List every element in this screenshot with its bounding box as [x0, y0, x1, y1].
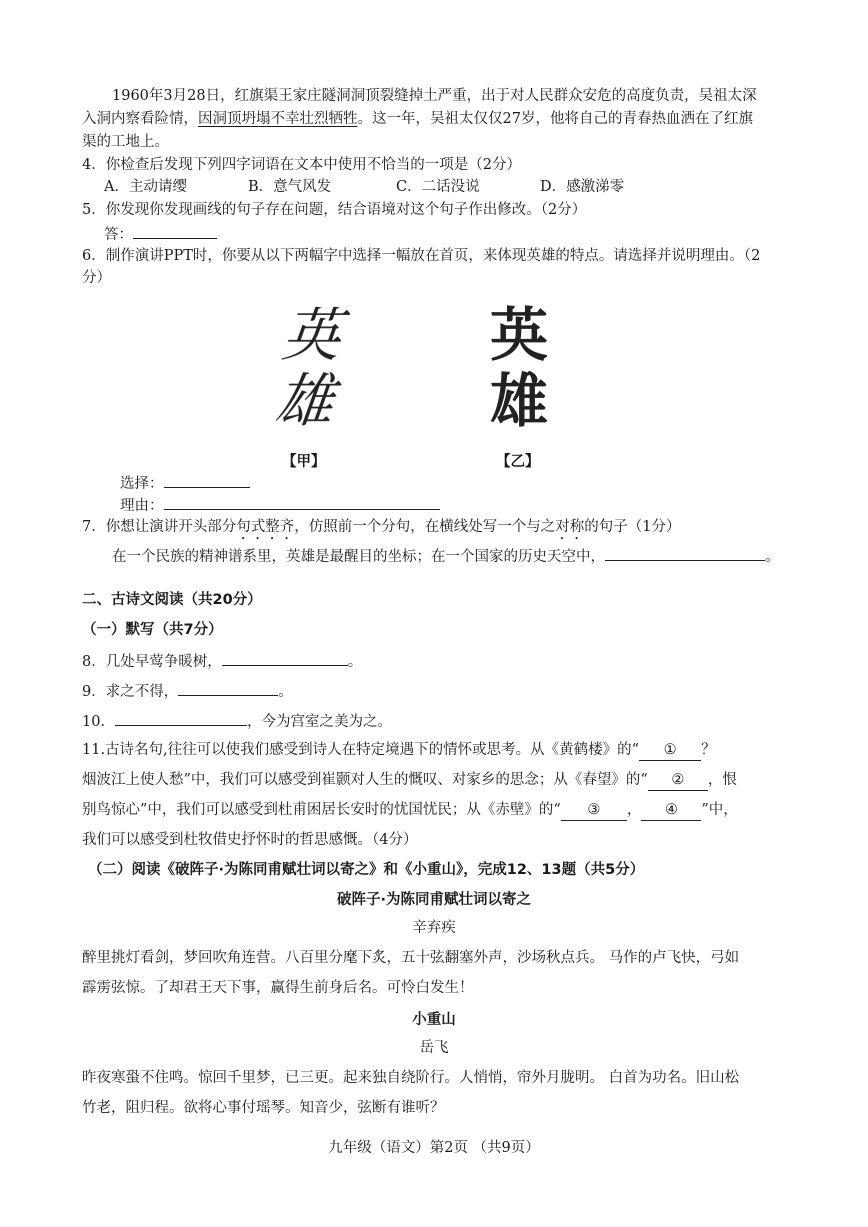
- q7-stem-post: 的句子（1分）: [584, 519, 681, 535]
- poem-2-line-1: 昨夜寒蛩不住鸣。惊回千里梦，已三更。起来独自绕阶行。人悄悄，帘外月胧明。 白首为功名。旧山松: [82, 1070, 740, 1086]
- intro-line-1: 1960年3月28日，红旗渠王家庄隧洞洞顶裂缝掉土严重，出于对人民群众安危的高度负责，吴祖太深: [112, 88, 757, 104]
- q7-stem: [82, 517, 792, 543]
- q6-reason-label: 理由：: [120, 498, 164, 514]
- q9-text: 9．求之不得，: [82, 684, 179, 700]
- poem-1-line-2: 霹雳弦惊。了却君王天下事，赢得生前身后名。可怜白发生！: [82, 980, 474, 996]
- q4-option-a: A．主动请缨: [104, 179, 187, 195]
- q6-stem-line-2: 分）: [82, 270, 111, 286]
- q10-blank[interactable]: [115, 710, 247, 726]
- q6-choice-row: [120, 472, 830, 494]
- q8-row: 8．几处早莺争暖树， 。: [82, 650, 792, 672]
- q4-stem: 4．你检查后发现下列四字词语在文本中使用不恰当的一项是（2分）: [82, 157, 521, 173]
- section-2-sub-2: （二）阅读《破阵子·为陈同甫赋壮词以寄之》和《小重山》，完成12、13题（共5分）: [88, 862, 645, 878]
- q11-line-1-post: ？: [701, 742, 716, 758]
- q11-line-4: 我们可以感受到杜牧借史抒怀时的哲思感慨。（4分）: [82, 832, 418, 848]
- q11-line-3-pre: 别鸟惊心”中，我们可以感受到杜甫困居长安时的忧国忧民；从《赤壁》的“: [82, 802, 561, 818]
- q7-dotted-1: 句式整齐: [236, 519, 295, 535]
- q4-option-c: C．二话没说: [396, 179, 480, 195]
- q9-blank[interactable]: [178, 680, 278, 696]
- q11-line-3: [82, 800, 792, 821]
- calligraphy-jia-char-1: 英: [278, 301, 345, 369]
- q8-text: 8．几处早莺争暖树，: [82, 654, 222, 670]
- section-2-sub-1: （一）默写（共7分）: [82, 622, 223, 638]
- q10-text: ，今为宫室之美为之。: [246, 714, 392, 730]
- poem-1-title: 破阵子·为陈同甫赋壮词以寄之: [336, 892, 531, 908]
- q7-stem-pre: 7．你想让演讲开头部分: [82, 519, 237, 535]
- q11-line-3-post: ”中，: [701, 802, 738, 818]
- q7-sentence: 在一个民族的精神谱系里，英雄是最醒目的坐标；在一个国家的历史天空中，: [112, 549, 605, 565]
- q4-option-d: D．感激涕零: [540, 179, 625, 195]
- poem-1-author: 辛弃疾: [412, 920, 456, 936]
- q11-line-1: [82, 740, 792, 761]
- q11-line-1-pre: 11.古诗名句,往往可以使我们感受到诗人在特定境遇下的情怀或思考。从《黄鹤楼》的“: [82, 742, 640, 758]
- intro-line-2-post: 。这一年，吴祖太仅仅27岁，他将自己的青春热血洒在了红旗: [357, 111, 753, 127]
- page-footer: 九年级（语文）第2页 （共9页）: [328, 1140, 540, 1156]
- q4-option-b: B．意气风发: [248, 179, 332, 195]
- q6-choice-blank[interactable]: [164, 472, 250, 488]
- calligraphy-jia[interactable]: [261, 302, 355, 434]
- calligraphy-yi-char-1: 英: [489, 301, 548, 369]
- caption-jia: 【甲】: [282, 454, 326, 470]
- intro-line-3: 渠的工地上。: [82, 134, 169, 150]
- q11-blank-1[interactable]: ①: [639, 740, 701, 761]
- q11-blank-4[interactable]: ④: [641, 800, 701, 821]
- q11-line-2-post: ，恨: [707, 772, 737, 788]
- q11-blank-2[interactable]: ②: [648, 770, 708, 791]
- intro-line-2-pre: 入洞内察看险情，: [82, 111, 198, 127]
- q6-choice-label: 选择：: [120, 476, 164, 492]
- q5-answer-row: [104, 223, 814, 245]
- poem-2-title: 小重山: [412, 1012, 456, 1028]
- q11-sep: ，: [626, 802, 642, 818]
- poem-2-author: 岳飞: [419, 1040, 449, 1056]
- q5-stem: 5．你发现你发现画线的句子存在问题，结合语境对这个句子作出修改。（2分）: [82, 202, 587, 218]
- q7-answer-blank[interactable]: [605, 545, 765, 561]
- q11-blank-3[interactable]: ③: [561, 800, 627, 821]
- q6-reason-blank[interactable]: [164, 494, 440, 510]
- q9-row: 9．求之不得， 。: [82, 680, 792, 702]
- q10-number: 10．: [82, 714, 115, 730]
- q7-dotted-2: 对称: [555, 519, 585, 535]
- section-2-title: 二、古诗文阅读（共20分）: [82, 592, 262, 608]
- intro-line-2: [82, 109, 792, 129]
- calligraphy-jia-char-2: 雄: [271, 367, 338, 435]
- underlined-sentence: 因洞顶坍塌不幸壮烈牺牲: [198, 111, 358, 127]
- calligraphy-yi[interactable]: [484, 302, 554, 434]
- q7-sentence-row: 在一个民族的精神谱系里，英雄是最醒目的坐标；在一个国家的历史天空中， 。: [112, 545, 822, 567]
- q6-reason-row: [120, 494, 830, 516]
- q10-row: [82, 710, 792, 732]
- caption-yi: 【乙】: [496, 454, 540, 470]
- poem-1-line-1: 醉里挑灯看剑，梦回吹角连营。八百里分麾下炙，五十弦翻塞外声，沙场秋点兵。 马作的卢飞快，弓如: [82, 950, 740, 966]
- q11-line-2-pre: 烟波江上使人愁”中，我们可以感受到崔颢对人生的慨叹、对家乡的思念；从《春望》的“: [82, 772, 648, 788]
- poem-2-line-2: 竹老，阻归程。欲将心事付瑶琴。知音少，弦断有谁听？: [82, 1100, 445, 1116]
- q5-answer-blank[interactable]: [133, 223, 217, 239]
- q11-line-2: [82, 770, 792, 791]
- q8-blank[interactable]: [222, 650, 348, 666]
- calligraphy-yi-char-2: 雄: [489, 367, 548, 435]
- q6-stem-line-1: 6．制作演讲PPT时，你要从以下两幅字中选择一幅放在首页，来体现英雄的特点。请选择并说明理由。（2: [82, 248, 761, 264]
- q5-answer-label: 答：: [104, 227, 133, 243]
- q7-stem-mid: ，仿照前一个分句，在横线处写一个与之: [294, 519, 556, 535]
